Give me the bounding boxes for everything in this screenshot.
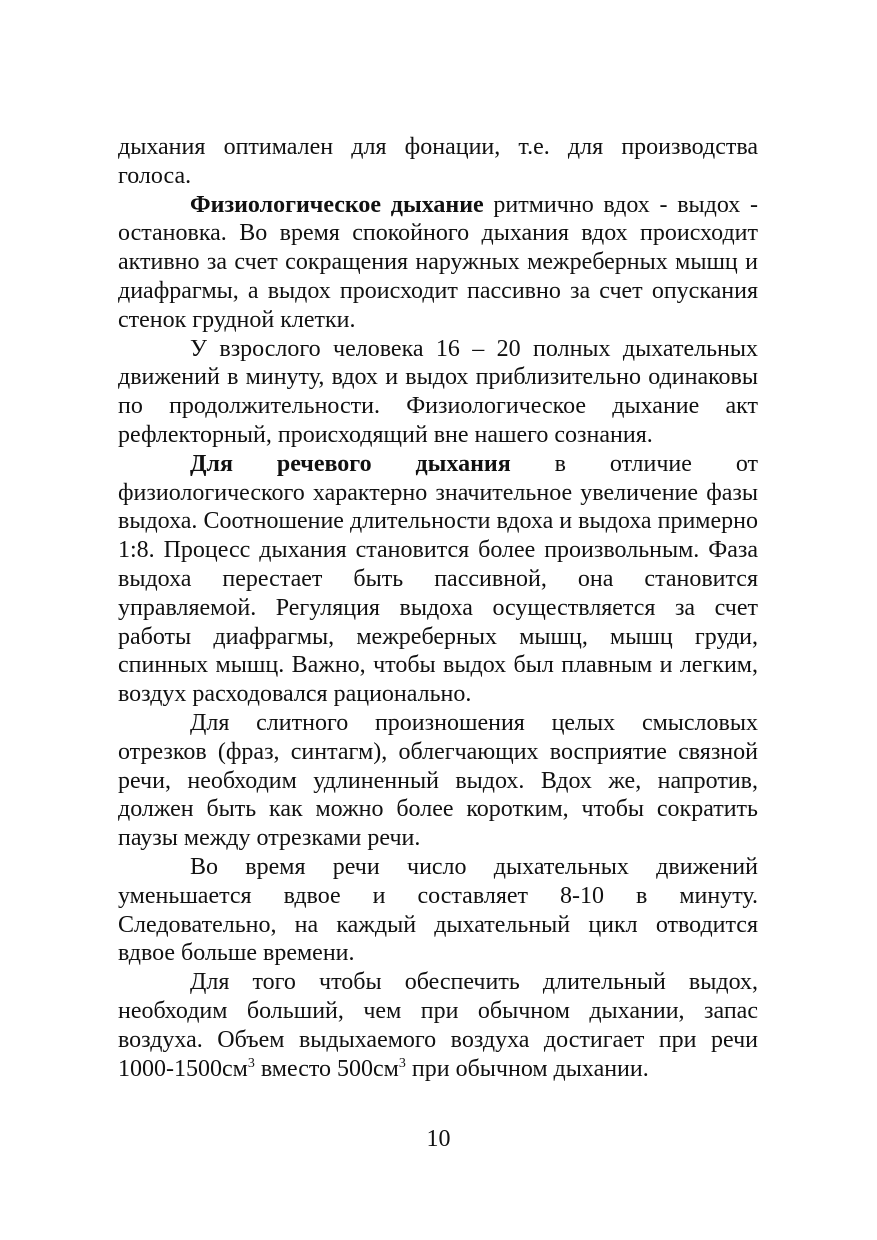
paragraph-5-text: Для слитного произношения целых смысловых отрезков (фраз, синтагм), облегчающих восприятие связной речи, необходим удлиненный выдох. Вдох же, напротив, должен быть как можно более коротким, чтобы сократить паузы между отрезками речи. <box>118 709 758 852</box>
paragraph-7-superscript-b: 3 <box>398 1055 406 1071</box>
paragraph-2-bold-term: Физиологическое дыхание <box>190 191 484 218</box>
paragraph-6-text: Во время речи число дыхательных движений уменьшается вдвое и составляет 8-10 в минуту. Следовательно, на каждый дыхательный цикл отводится вдвое больше времени. <box>118 853 758 967</box>
paragraph-7-superscript-a: 3 <box>247 1055 255 1071</box>
paragraph-3 <box>118 335 758 450</box>
paragraph-7 <box>118 968 758 1083</box>
paragraph-4-text: в отличие от физиологического характерно значительное увеличение фазы выдоха. Соотношение длительности вдоха и выдоха примерно 1:8. Процесс дыхания становится более произвольным. Фаза выдоха перестает быть пассивной, она становится управляемой. Регуляция выдоха осуществляется за счет работы диафрагмы, межреберных мышц, мышц груди, спинных мышц. Важно, чтобы выдох был плавным и легким, воздух расходовался рационально. <box>118 450 759 708</box>
paragraph-5 <box>118 709 758 853</box>
paragraph-2-text: ритмично вдох - выдох - остановка. Во время спокойного дыхания вдох происходит активно за счет сокращения наружных межреберных мышц и диафрагмы, а выдох происходит пассивно за счет опускания стенок грудной клетки. <box>118 191 758 333</box>
paragraph-1 <box>118 133 758 191</box>
paragraph-7-text-c: при обычном дыхании. <box>405 1055 649 1082</box>
document-page <box>118 133 758 1083</box>
paragraph-7-text-b: вместо 500см <box>254 1055 399 1082</box>
paragraph-3-text: У взрослого человека 16 – 20 полных дыхательных движений в минуту, вдох и выдох приблизительно одинаковы по продолжительности. Физиологическое дыхание акт рефлекторный, происходящий вне нашего сознания. <box>118 335 758 448</box>
paragraph-7-text-a: Для того чтобы обеспечить длительный выдох, необходим больший, чем при обычном дыхании, запас воздуха. Объем выдыхаемого воздуха достигает при речи 1000-1500см <box>118 969 758 1082</box>
paragraph-1-text: дыхания оптимален для фонации, т.е. для производства голоса. <box>118 134 758 189</box>
page-number: 10 <box>426 1126 451 1152</box>
paragraph-4-bold-term: Для речевого дыхания <box>190 450 511 477</box>
paragraph-4 <box>118 450 758 709</box>
paragraph-2 <box>118 191 758 335</box>
paragraph-6 <box>118 853 758 968</box>
